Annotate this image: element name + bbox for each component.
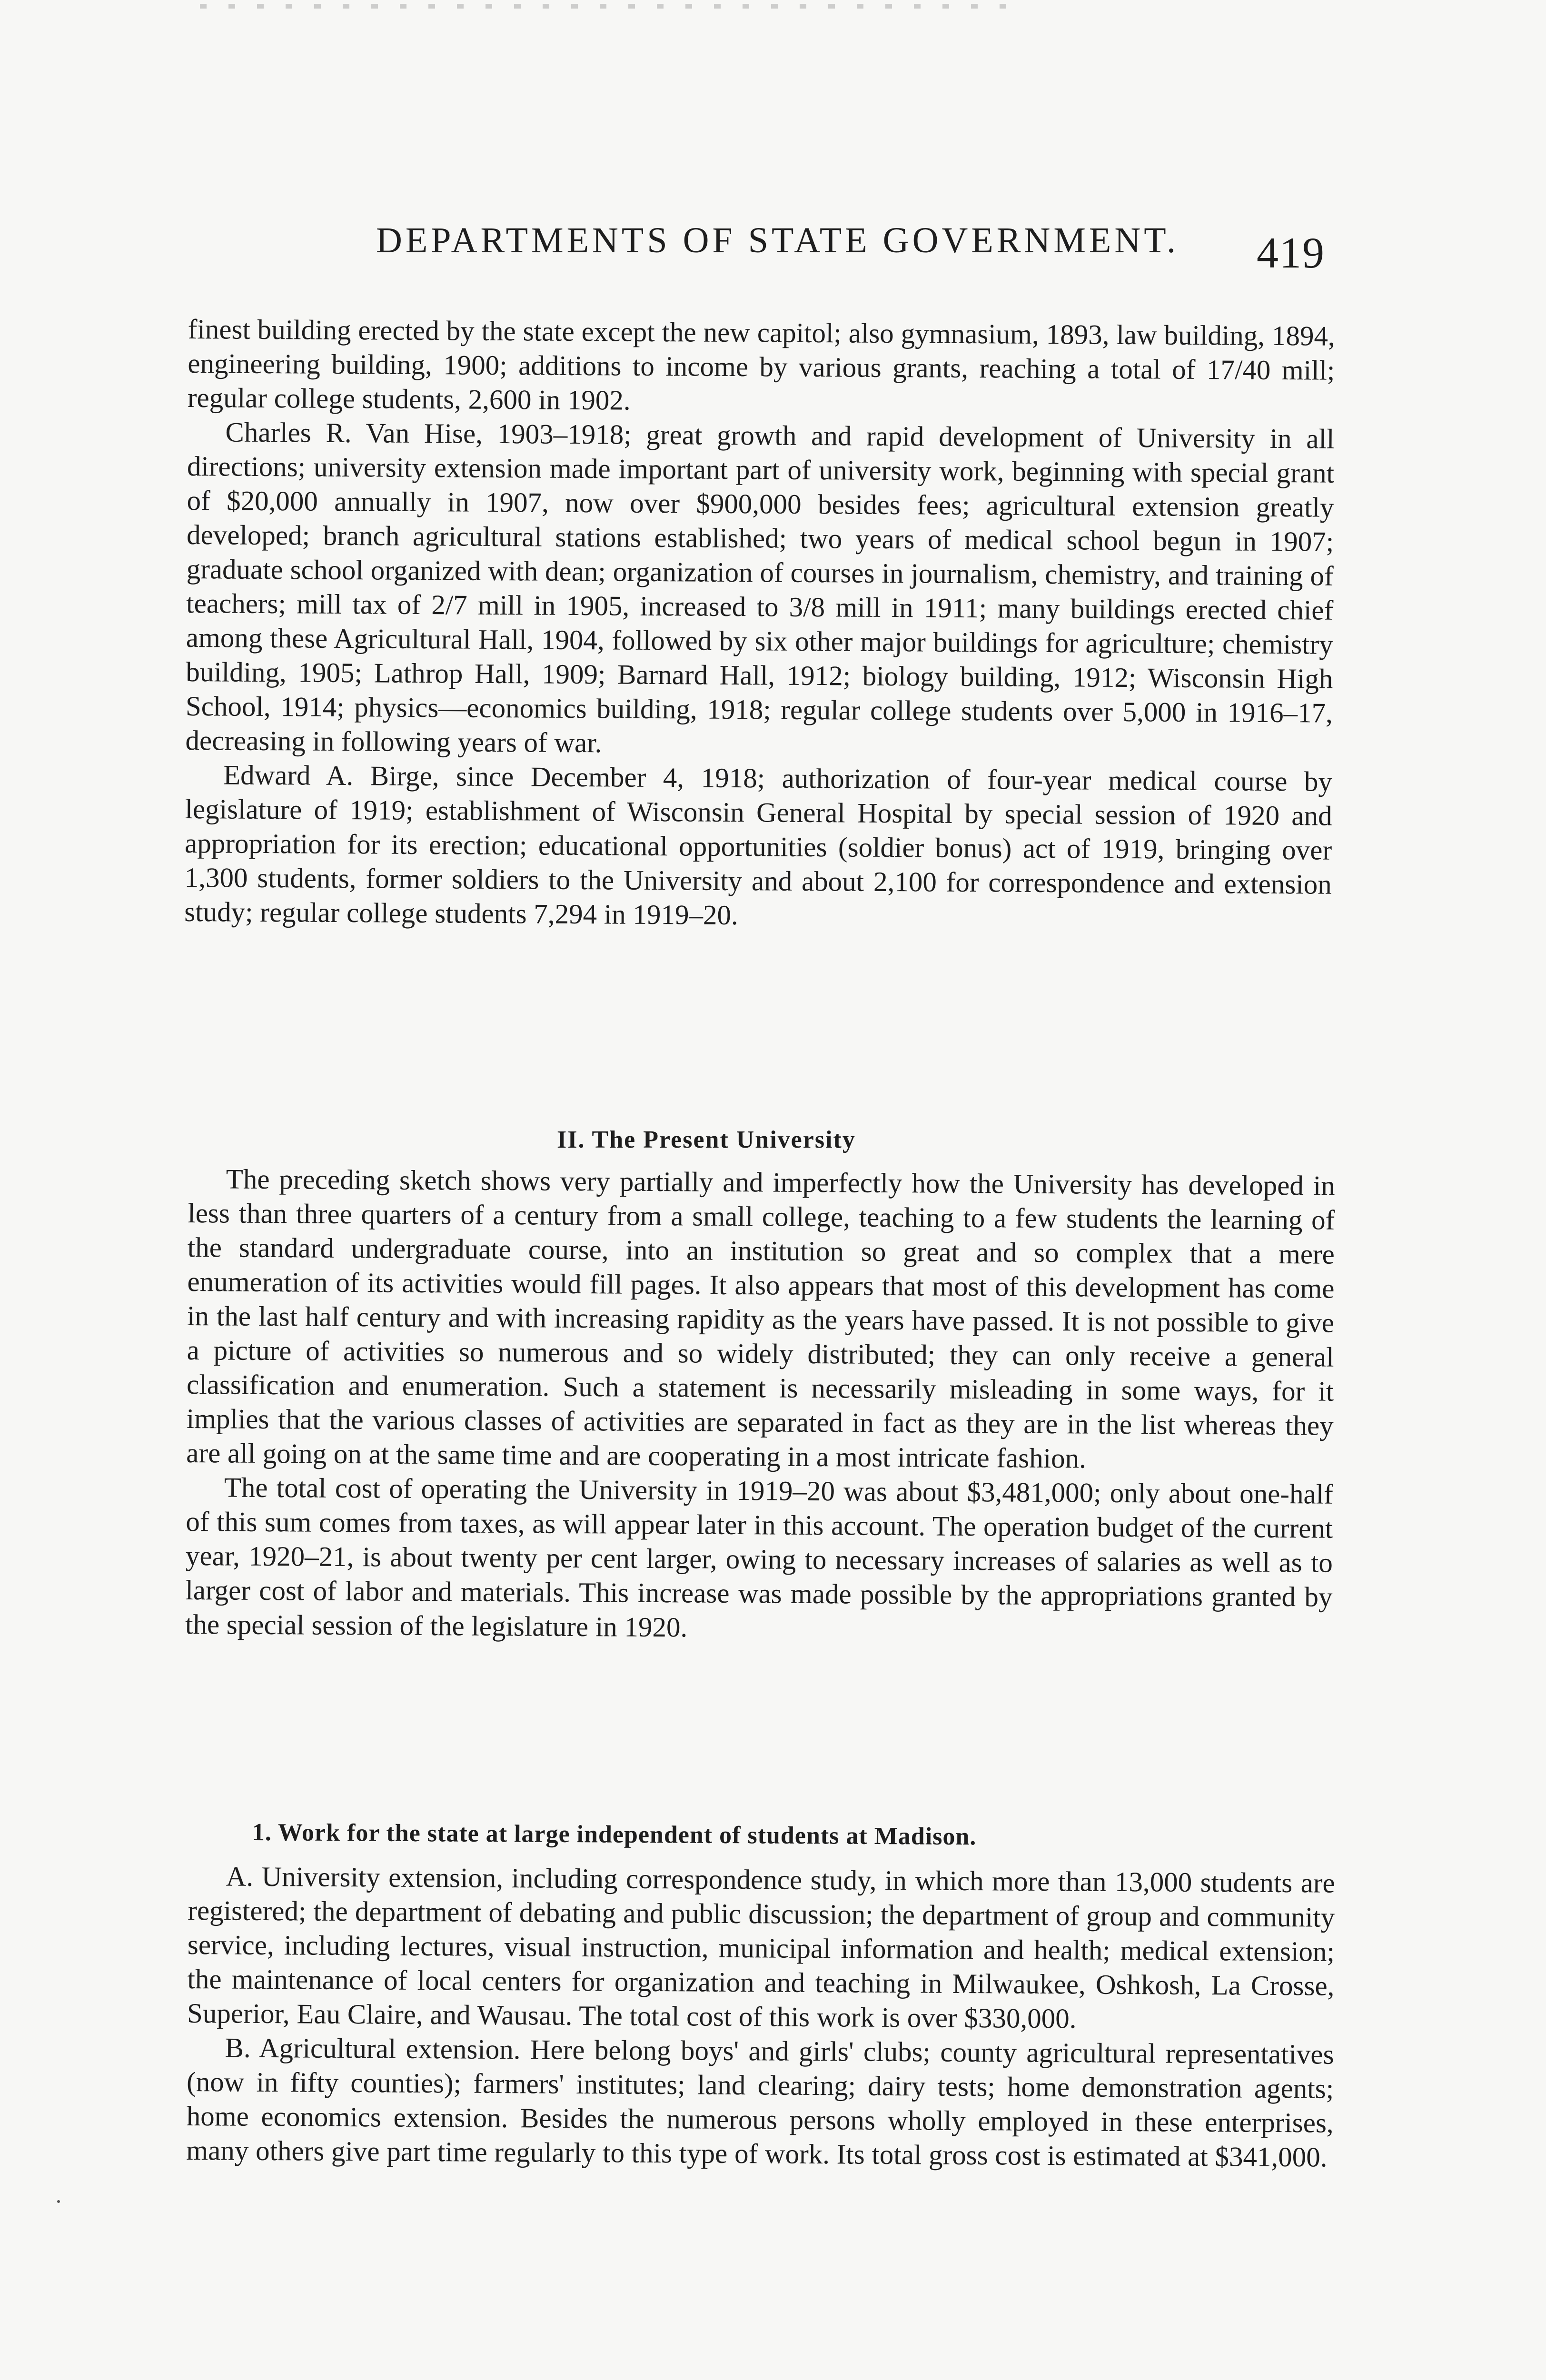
- paragraph-continuation: finest building erected by the state except the new capitol; also gymnasium, 1893, law building, 1894, engineering building, 1900; additions to income by various grants, reaching a total of 17/40 mill; regular college students, 2,600 in 1902.: [187, 313, 1335, 416]
- paragraph-university-extension: A. University extension, including correspondence study, in which more than 13,000 students are registered; the department of debating and public discussion; the department of group and community service, including lectures, visual instruction, municipal information and health; medical extension; the maintenance of local centers for organization and teaching in Milwaukee, Oshkosh, La Crosse, Superior, Eau Claire, and Wausau. The total cost of this work is over $330,000.: [187, 1860, 1335, 2034]
- subsection-heading: 1. Work for the state at large independent of students at Madison.: [252, 1819, 977, 1851]
- running-head: DEPARTMENTS OF STATE GOVERNMENT.: [376, 220, 1179, 260]
- state-work-section: [186, 1859, 1335, 2174]
- history-section: [184, 312, 1335, 936]
- paragraph-preceding-sketch: The preceding sketch shows very partially and imperfectly how the University has developed in less than three quarters of a century from a small college, teaching to a few students the learning of the standard undergraduate course, into an institution so great and so complex that a mere enumeration of its activities would fill pages. It also appears that most of this development has come in the last half century and with increasing rapidity as the years have passed. It is not possible to give a picture of activities so numerous and so widely distributed; they can only receive a general classification and enumeration. Such a statement is necessarily misleading in some ways, for it implies that the various classes of activities are separated in fact as they are in the list whereas they are all going on at the same time and are cooperating in a most intricate fashion.: [186, 1163, 1335, 1474]
- paragraph-agricultural-extension: B. Agricultural extension. Here belong boys' and girls' clubs; county agricultural representatives (now in fifty counties); farmers' institutes; land clearing; dairy tests; home demonstration agents; home economics extension. Besides the numerous persons wholly employed in these enterprises, many others give part time regularly to this type of work. Its total gross cost is estimated at $341,000.: [186, 2032, 1334, 2173]
- paragraph-birge: Edward A. Birge, since December 4, 1918; authorization of four-year medical course by legislature of 1919; establishment of Wisconsin General Hospital by special session of 1920 and appropriation for its erection; educational opportunities (soldier bonus) act of 1919, bringing over 1,300 students, former soldiers to the University and about 2,100 for correspondence and extension study; regular college students 7,294 in 1919–20.: [184, 759, 1333, 931]
- scan-dust-mark: [57, 2200, 60, 2203]
- page-number: 419: [1257, 228, 1325, 277]
- section-heading: II. The Present University: [557, 1126, 856, 1153]
- paragraph-total-cost: The total cost of operating the University in 1919–20 was about $3,481,000; only about one-half of this sum comes from taxes, as will appear later in this account. The operation budget of the current year, 1920–21, is about twenty per cent larger, owing to necessary increases of salaries as well as to larger cost of labor and materials. This increase was made possible by the appropriations granted by the special session of the legislature in 1920.: [185, 1471, 1333, 1643]
- paragraph-van-hise: Charles R. Van Hise, 1903–1918; great growth and rapid development of University in all directions; university extension made important part of university work, beginning with special grant of $20,000 annually in 1907, now over $900,000 besides fees; agricultural extension greatly developed; branch agricultural stations established; two years of medical school begun in 1907; graduate school organized with dean; organization of courses in journalism, chemistry, and training of teachers; mill tax of 2/7 mill in 1905, increased to 3/8 mill in 1911; many buildings erected chief among these Agricultural Hall, 1904, followed by six other major buildings for agriculture; chemistry building, 1905; Lathrop Hall, 1909; Barnard Hall, 1912; biology building, 1912; Wisconsin High School, 1914; physics—economics building, 1918; regular college students over 5,000 in 1916–17, decreasing in following years of war.: [185, 416, 1335, 759]
- scan-edge-marks: [200, 4, 1009, 9]
- present-university-section: [185, 1161, 1335, 1648]
